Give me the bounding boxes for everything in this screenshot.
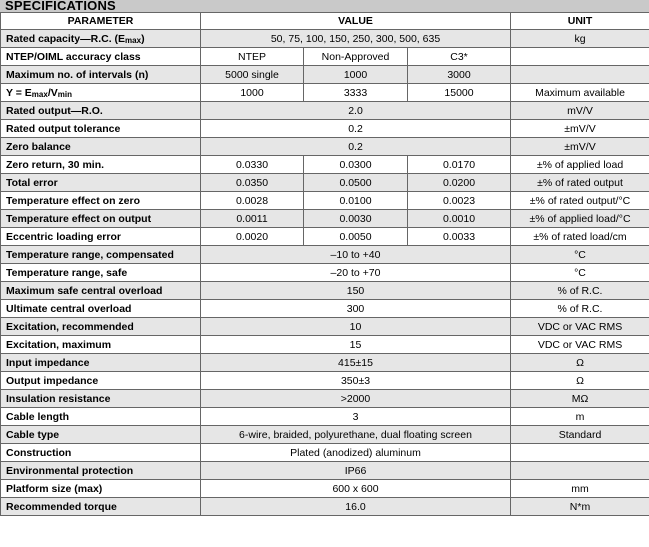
parameter-cell <box>1 30 201 48</box>
parameter-cell <box>1 264 201 282</box>
parameter-label: Eccentric loading error <box>6 230 121 243</box>
unit-cell: ±% of rated load/cm <box>511 228 649 246</box>
parameter-label-mid: /V <box>47 86 58 99</box>
unit-cell: ±% of applied load <box>511 156 649 174</box>
value-cell: 300 <box>201 300 511 318</box>
value-cell: 2.0 <box>201 102 511 120</box>
value-cell: 1000 <box>201 84 304 102</box>
value-cell: 0.0200 <box>408 174 511 192</box>
parameter-label: Y = E <box>6 86 32 99</box>
value-cell: 0.0100 <box>304 192 408 210</box>
parameter-cell <box>1 480 201 498</box>
value-cell: 600 x 600 <box>201 480 511 498</box>
parameter-label: Excitation, recommended <box>6 320 134 333</box>
parameter-label: Cable length <box>6 410 70 423</box>
value-cell: 0.0033 <box>408 228 511 246</box>
table-row <box>1 102 649 120</box>
parameter-cell <box>1 210 201 228</box>
unit-cell: mV/V <box>511 102 649 120</box>
parameter-cell <box>1 498 201 516</box>
parameter-label-tail: ) <box>141 32 145 45</box>
parameter-label: Construction <box>6 446 72 459</box>
table-row <box>1 480 649 498</box>
value-cell: 0.0350 <box>201 174 304 192</box>
table-row <box>1 462 649 480</box>
value-cell: 0.0011 <box>201 210 304 228</box>
unit-cell: ±mV/V <box>511 138 649 156</box>
parameter-label: Temperature range, compensated <box>6 248 174 261</box>
parameter-cell <box>1 102 201 120</box>
table-row <box>1 66 649 84</box>
value-cell: 0.0010 <box>408 210 511 228</box>
parameter-label: NTEP/OIML accuracy class <box>6 50 141 63</box>
parameter-label: Temperature range, safe <box>6 266 128 279</box>
table-row <box>1 84 649 102</box>
unit-cell: % of R.C. <box>511 282 649 300</box>
table-row <box>1 426 649 444</box>
value-cell: 16.0 <box>201 498 511 516</box>
value-cell: 0.2 <box>201 120 511 138</box>
value-cell: 10 <box>201 318 511 336</box>
value-cell: 415±15 <box>201 354 511 372</box>
parameter-cell <box>1 354 201 372</box>
table-row <box>1 192 649 210</box>
value-cell: 150 <box>201 282 511 300</box>
unit-cell: °C <box>511 246 649 264</box>
value-cell: 50, 75, 100, 150, 250, 300, 500, 635 <box>201 30 511 48</box>
parameter-label: Maximum no. of intervals (n) <box>6 68 149 81</box>
parameter-label: Temperature effect on zero <box>6 194 141 207</box>
table-row <box>1 390 649 408</box>
table-body <box>1 30 649 516</box>
parameter-label: Input impedance <box>6 356 90 369</box>
table-row <box>1 138 649 156</box>
unit-cell: °C <box>511 264 649 282</box>
parameter-cell <box>1 282 201 300</box>
value-cell: 0.0030 <box>304 210 408 228</box>
table-row <box>1 282 649 300</box>
table-row <box>1 246 649 264</box>
table-row <box>1 372 649 390</box>
parameter-label: Rated output tolerance <box>6 122 121 135</box>
value-cell: 1000 <box>304 66 408 84</box>
table-row <box>1 120 649 138</box>
parameter-cell <box>1 192 201 210</box>
parameter-cell <box>1 462 201 480</box>
value-cell: Non-Approved <box>304 48 408 66</box>
unit-cell: ±% of rated output/°C <box>511 192 649 210</box>
value-cell: 350±3 <box>201 372 511 390</box>
parameter-label: Ultimate central overload <box>6 302 132 315</box>
value-cell: 0.0020 <box>201 228 304 246</box>
unit-cell: N*m <box>511 498 649 516</box>
parameter-cell <box>1 318 201 336</box>
value-cell: 0.0300 <box>304 156 408 174</box>
parameter-label: Temperature effect on output <box>6 212 152 225</box>
parameter-cell <box>1 228 201 246</box>
unit-cell: ±% of rated output <box>511 174 649 192</box>
value-cell: 15 <box>201 336 511 354</box>
unit-cell: Ω <box>511 354 649 372</box>
table-row <box>1 264 649 282</box>
value-cell: 15000 <box>408 84 511 102</box>
parameter-header: PARAMETER <box>1 13 201 30</box>
parameter-cell <box>1 174 201 192</box>
value-cell: 0.0330 <box>201 156 304 174</box>
unit-cell <box>511 462 649 480</box>
value-cell: 3333 <box>304 84 408 102</box>
parameter-cell <box>1 372 201 390</box>
table-row <box>1 300 649 318</box>
parameter-cell <box>1 138 201 156</box>
parameter-cell <box>1 66 201 84</box>
unit-cell <box>511 66 649 84</box>
value-cell: 0.0028 <box>201 192 304 210</box>
parameter-label: Rated capacity—R.C. (E <box>6 32 126 45</box>
unit-cell <box>511 444 649 462</box>
header-row <box>1 13 649 30</box>
parameter-label: Cable type <box>6 428 60 441</box>
parameter-subscript: min <box>57 89 72 99</box>
unit-cell: ±% of applied load/°C <box>511 210 649 228</box>
table-row <box>1 30 649 48</box>
parameter-cell <box>1 48 201 66</box>
table-row <box>1 498 649 516</box>
unit-cell: m <box>511 408 649 426</box>
unit-cell: mm <box>511 480 649 498</box>
parameter-cell <box>1 84 201 102</box>
table-row <box>1 408 649 426</box>
unit-cell: ±mV/V <box>511 120 649 138</box>
table-row <box>1 354 649 372</box>
parameter-label: Zero balance <box>6 140 71 153</box>
table-row <box>1 336 649 354</box>
value-cell: 3 <box>201 408 511 426</box>
parameter-label: Environmental protection <box>6 464 134 477</box>
unit-cell: MΩ <box>511 390 649 408</box>
value-cell: 0.0170 <box>408 156 511 174</box>
value-cell: 6-wire, braided, polyurethane, dual floating screen <box>201 426 511 444</box>
parameter-cell <box>1 336 201 354</box>
parameter-cell <box>1 390 201 408</box>
value-cell: 0.2 <box>201 138 511 156</box>
value-cell: 0.0023 <box>408 192 511 210</box>
parameter-label: Output impedance <box>6 374 99 387</box>
specifications-table <box>0 12 649 516</box>
parameter-label: Maximum safe central overload <box>6 284 163 297</box>
value-cell: 0.0500 <box>304 174 408 192</box>
section-title: SPECIFICATIONS <box>0 0 649 12</box>
value-cell: >2000 <box>201 390 511 408</box>
unit-cell: Standard <box>511 426 649 444</box>
parameter-subscript: max <box>31 89 48 99</box>
unit-cell: VDC or VAC RMS <box>511 336 649 354</box>
parameter-label: Rated output—R.O. <box>6 104 103 117</box>
parameter-label: Platform size (max) <box>6 482 103 495</box>
table-row <box>1 174 649 192</box>
unit-cell: kg <box>511 30 649 48</box>
value-cell: –20 to +70 <box>201 264 511 282</box>
unit-cell: Ω <box>511 372 649 390</box>
table-row <box>1 444 649 462</box>
parameter-subscript: max <box>125 35 142 45</box>
parameter-label: Recommended torque <box>6 500 117 513</box>
value-cell: NTEP <box>201 48 304 66</box>
value-cell: Plated (anodized) aluminum <box>201 444 511 462</box>
unit-cell: VDC or VAC RMS <box>511 318 649 336</box>
parameter-cell <box>1 444 201 462</box>
parameter-label: Zero return, 30 min. <box>6 158 105 171</box>
value-cell: 3000 <box>408 66 511 84</box>
unit-cell: % of R.C. <box>511 300 649 318</box>
parameter-label: Excitation, maximum <box>6 338 112 351</box>
parameter-cell <box>1 246 201 264</box>
parameter-label: Insulation resistance <box>6 392 111 405</box>
value-cell: 0.0050 <box>304 228 408 246</box>
parameter-cell <box>1 426 201 444</box>
table-row <box>1 210 649 228</box>
value-cell: C3* <box>408 48 511 66</box>
parameter-cell <box>1 408 201 426</box>
parameter-label: Total error <box>6 176 58 189</box>
value-cell: IP66 <box>201 462 511 480</box>
parameter-cell <box>1 300 201 318</box>
table-row <box>1 156 649 174</box>
unit-cell: Maximum available <box>511 84 649 102</box>
unit-header: UNIT <box>511 13 649 30</box>
table-row <box>1 228 649 246</box>
parameter-cell <box>1 156 201 174</box>
table-row <box>1 318 649 336</box>
unit-cell <box>511 48 649 66</box>
value-header: VALUE <box>201 13 511 30</box>
table-row <box>1 48 649 66</box>
value-cell: –10 to +40 <box>201 246 511 264</box>
parameter-cell <box>1 120 201 138</box>
value-cell: 5000 single <box>201 66 304 84</box>
